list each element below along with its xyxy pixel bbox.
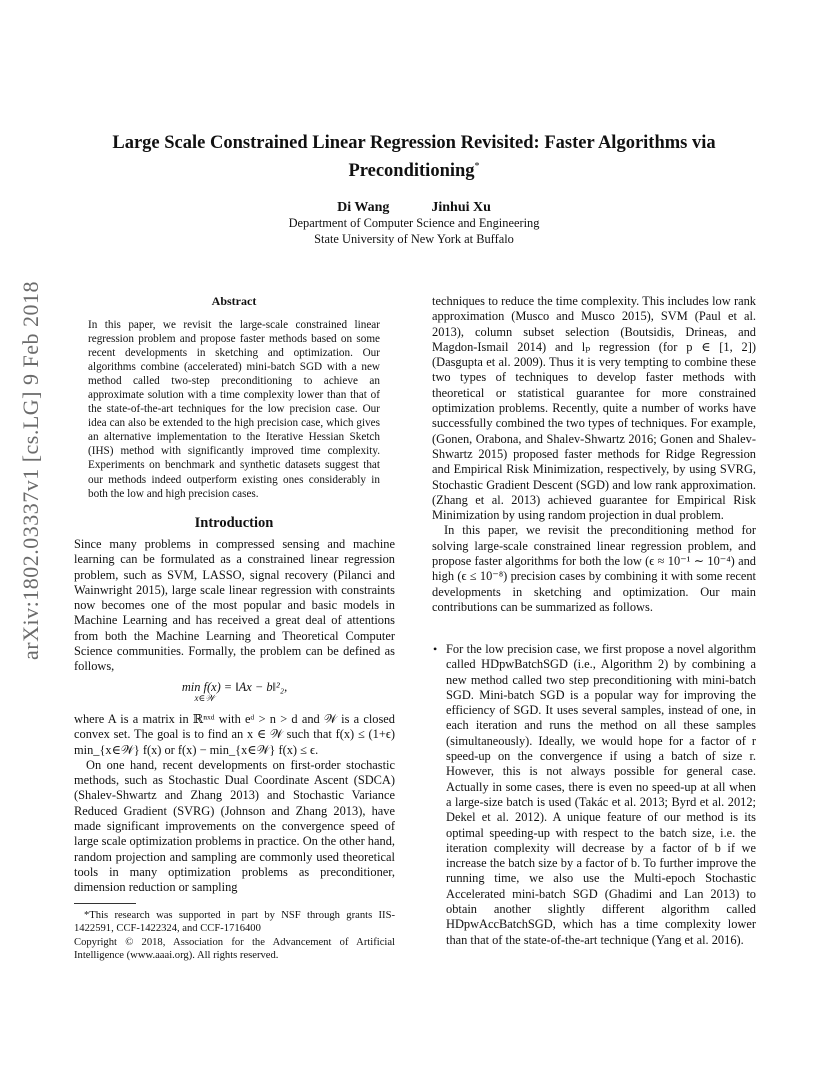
intro-paragraph-2: where A is a matrix in ℝⁿˣᵈ with eᵈ > n > d and 𝒲 is a closed convex set. The goal is to find an x ∈ 𝒲 such that f(x) ≤ (1+ϵ) min_{x∈𝒲} f(x) or f(x) − min_{x∈𝒲} f(x) ≤ ϵ. — [74, 712, 395, 757]
affiliation — [60, 216, 768, 247]
authors — [60, 200, 768, 216]
footnote-copyright: Copyright © 2018, Association for the Advancement of Artificial Intelligence (www.aaai.org). All rights reserved. — [74, 936, 395, 962]
equation-subscript: x∈𝒲 — [194, 693, 215, 703]
contribution-bullet-text: For the low precision case, we first propose a novel algorithm called HDpwBatchSGD (i.e., Algorithm 2) by combining a new method called two step preconditioning with mini-batch SGD. Mini-batch SGD is a popular way for improving the efficiency of SGD. It uses several samples, instead of one, in each iteration and runs the method on all these samples (simultaneously). Ideally, we would hope for a factor of r speed-up on the convergence if using a batch of size r. However, this is not always possible for general case. Actually in some cases, there is even no speed-up at all when a large-size batch is used (Takác et al. 2013; Byrd et al. 2012; Dekel et al. 2012). A unique feature of our method is its optimal speeding-up with respect to the batch size, i.e. the iteration complexity will decrease by a factor of b if we increase the batch size by a factor of b. To further improve the running time, we also use the Multi-epoch Stochastic Accelerated mini-batch SGD (Ghadimi and Lan 2013) to obtain another slightly different algorithm called HDpwAccBatchSGD, which has a time complexity lower than that of the state-of-the-art technique (Yang et al. 2016). — [446, 642, 756, 947]
intro-paragraphs-2-3 — [74, 712, 395, 896]
arxiv-identifier: arXiv:1802.03337v1 [cs.LG] 9 Feb 2018 — [18, 280, 43, 660]
title-line-2 — [60, 155, 768, 183]
introduction-heading: Introduction — [194, 515, 274, 531]
objective-equation-text: min f(x) = ‖Ax − b‖²₂, — [181, 680, 288, 694]
affiliation-line-2: State University of New York at Buffalo — [314, 231, 514, 246]
title-footnote-mark: * — [474, 161, 480, 172]
abstract-text: In this paper, we revisit the large-scale constrained linear regression problem and propose faster methods based on some recent developments in sketching and optimization. Our algorithms combine (accelerated) mini-batch SGD with a new method called two-step preconditioning to achieve an approximate solution with a time complexity lower than that of the state-of-the-art techniques for the low precision case. Our idea can also be extended to the high precision case, which gives an alternative implementation to the Iterative Hessian Sketch (IHS) method with significantly improved time complexity. Experiments on benchmark and synthetic datasets suggest that our methods indeed outperform existing ones considerably in both the low and high precision cases. — [88, 319, 380, 500]
affiliation-line-1: Department of Computer Science and Engineering — [288, 216, 540, 230]
bullet-icon: • — [433, 642, 438, 656]
author-1: Di Wang — [337, 200, 390, 215]
right-column-text — [432, 294, 756, 615]
abstract-heading: Abstract — [211, 294, 257, 308]
title-line-1: Large Scale Constrained Linear Regression Revisited: Faster Algorithms via — [112, 133, 716, 153]
right-paragraph-2: In this paper, we revisit the preconditioning method for solving large-scale constrained linear regression problem, and propose faster algorithms for both the low (ϵ ≈ 10⁻¹ ∼ 10⁻⁴) and high (ϵ ≤ 10⁻⁸) precision cases by combining it with some recent developments in sketching and optimization. Our main contributions can be summarized as follows. — [432, 523, 756, 614]
footnote-rule — [74, 903, 136, 904]
intro-paragraph-1-text: Since many problems in compressed sensing and machine learning can be formulated as a constrained linear regression problem, such as SVM, LASSO, signal recovery (Pilanci and Wainwright 2015), large scale linear regression with constraints now becomes one of the most popular and basic models in Machine Learning and has received a great deal of attentions from both the Machine Learning and Theoretical Computer Science communities. Formally, the problem can be defined as follows, — [74, 537, 395, 674]
author-2: Jinhui Xu — [431, 200, 491, 215]
paper-title — [60, 131, 768, 183]
footnotes — [74, 909, 395, 963]
intro-paragraph-1 — [74, 537, 395, 675]
objective-equation — [74, 680, 395, 704]
right-paragraph-1: techniques to reduce the time complexity. This includes low rank approximation (Musco and Musco 2015), SVM (Paul et al. 2013), column subset selection (Boutsidis, Drineas, and Magdon-Ismail 2014) and lₚ regression (for p ∈ [1, 2]) (Dasgupta et al. 2009). Thus it is very tempting to combine these two types of techniques to develop faster methods with theoretical or statistical guarantee for more constrained optimization problems. Recently, quite a number of works have successfully combined the two types of techniques. For example, (Gonen, Orabona, and Shalev-Shwartz 2016; Gonen and Shalev-Shwartz 2015) proposed faster methods for Ridge Regression and Empirical Risk Minimization, respectively, by using SVRG, Stochastic Gradient Descent (SGD) and low rank approximation. (Zhang et al. 2013) achieved guarantee for Empirical Risk Minimization by using random projection in dual problem. — [432, 294, 756, 523]
footnote-funding: *This research was supported in part by NSF through grants IIS-1422591, CCF-1422324, and CCF-1716400 — [74, 910, 395, 935]
intro-paragraph-3: On one hand, recent developments on first-order stochastic methods, such as Stochastic Dual Coordinate Ascent (SDCA) (Shalev-Shwartz and Zhang 2013) and Stochastic Variance Reduced Gradient (SVRG) (Johnson and Zhang 2013), have made significant improvements on the convergence speed of large scale optimization problems in practice. On the other hand, random projection and sampling are commonly used theoretical tools in many optimization problems as preconditioner, dimension reduction or sampling — [74, 757, 395, 895]
contribution-bullet — [432, 642, 756, 948]
title-line-2-text: Preconditioning — [348, 161, 475, 182]
